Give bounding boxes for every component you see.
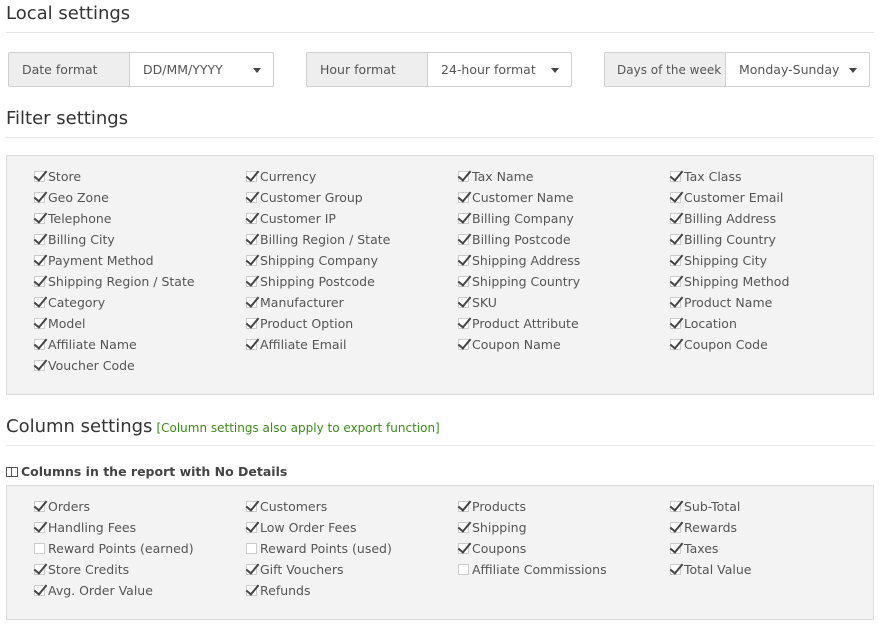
checkbox-label: Product Option xyxy=(260,316,354,331)
checkbox-checked-icon[interactable] xyxy=(246,339,257,350)
checkbox-label: Store Credits xyxy=(48,562,130,577)
local-settings-title: Local settings xyxy=(6,3,131,24)
hour-format-select[interactable] xyxy=(428,53,571,86)
checkbox-label: Customer Name xyxy=(472,190,574,205)
filter-checkbox-item[interactable] xyxy=(34,229,246,250)
columns-subheading xyxy=(6,464,287,479)
checkbox-checked-icon[interactable] xyxy=(246,585,257,596)
checkbox-checked-icon[interactable] xyxy=(34,585,45,596)
column-checkbox-item[interactable] xyxy=(670,559,879,580)
checkbox-checked-icon[interactable] xyxy=(34,171,45,182)
filter-checkbox-item[interactable] xyxy=(34,166,246,187)
checkbox-label: Product Attribute xyxy=(472,316,579,331)
filter-checkbox-item[interactable] xyxy=(458,187,670,208)
checkbox-checked-icon[interactable] xyxy=(670,339,681,350)
checkbox-checked-icon[interactable] xyxy=(458,255,469,266)
checkbox-label: SKU xyxy=(472,295,497,310)
column-checkbox-item[interactable] xyxy=(34,559,246,580)
checkbox-label: Shipping City xyxy=(684,253,768,268)
checkbox-checked-icon[interactable] xyxy=(670,564,681,575)
checkbox-checked-icon[interactable] xyxy=(670,234,681,245)
filter-checkbox-item[interactable] xyxy=(458,313,670,334)
chevron-down-icon xyxy=(551,68,559,73)
divider xyxy=(6,445,874,446)
checkbox-checked-icon[interactable] xyxy=(670,318,681,329)
filter-checkbox-item[interactable] xyxy=(458,334,670,355)
filter-checkbox-item[interactable] xyxy=(458,229,670,250)
column-settings-panel xyxy=(6,485,874,620)
checkbox-unchecked-icon[interactable] xyxy=(34,543,45,554)
checkbox-checked-icon[interactable] xyxy=(246,501,257,512)
column-checkbox-item[interactable] xyxy=(246,559,458,580)
checkbox-checked-icon[interactable] xyxy=(246,318,257,329)
checkbox-checked-icon[interactable] xyxy=(34,501,45,512)
days-of-week-group xyxy=(604,52,870,87)
filter-checkbox-item[interactable] xyxy=(670,334,879,355)
filter-checkbox-item[interactable] xyxy=(670,250,879,271)
date-format-label: Date format xyxy=(9,53,130,86)
column-settings-label: Column settings xyxy=(6,416,153,437)
column-checkbox-item[interactable] xyxy=(34,496,246,517)
checkbox-label: Avg. Order Value xyxy=(48,583,153,598)
filter-checkbox-item[interactable] xyxy=(34,334,246,355)
checkbox-unchecked-icon[interactable] xyxy=(458,564,469,575)
checkbox-label: Rewards xyxy=(684,520,738,535)
checkbox-checked-icon[interactable] xyxy=(458,234,469,245)
filter-checkbox-item[interactable] xyxy=(246,313,458,334)
chevron-down-icon xyxy=(253,68,261,73)
checkbox-label: Orders xyxy=(48,499,91,514)
columns-subheading-text: Columns in the report with No Details xyxy=(21,464,288,479)
date-format-group xyxy=(8,52,274,87)
columns-icon xyxy=(6,467,18,477)
filter-checkbox-item[interactable] xyxy=(670,271,879,292)
checkbox-checked-icon[interactable] xyxy=(34,318,45,329)
checkbox-checked-icon[interactable] xyxy=(670,276,681,287)
column-checkbox-item[interactable] xyxy=(246,538,458,559)
checkbox-checked-icon[interactable] xyxy=(34,213,45,224)
checkbox-label: Customer Group xyxy=(260,190,363,205)
filter-checkbox-item[interactable] xyxy=(34,313,246,334)
checkbox-label: Sub-Total xyxy=(684,499,741,514)
column-checkbox-item[interactable] xyxy=(458,496,670,517)
filter-checkbox-item[interactable] xyxy=(34,271,246,292)
checkbox-label: Affiliate Name xyxy=(48,337,137,352)
checkbox-checked-icon[interactable] xyxy=(246,213,257,224)
hour-format-value: 24-hour format xyxy=(441,62,536,77)
checkbox-checked-icon[interactable] xyxy=(246,522,257,533)
checkbox-label: Customer Email xyxy=(684,190,784,205)
checkbox-checked-icon[interactable] xyxy=(34,234,45,245)
column-checkbox-item[interactable] xyxy=(670,538,879,559)
checkbox-checked-icon[interactable] xyxy=(458,543,469,554)
checkbox-label: Shipping Region / State xyxy=(48,274,195,289)
checkbox-label: Taxes xyxy=(684,541,719,556)
checkbox-unchecked-icon[interactable] xyxy=(246,543,257,554)
checkbox-label: Shipping Method xyxy=(684,274,790,289)
checkbox-label: Location xyxy=(684,316,737,331)
filter-checkbox-item[interactable] xyxy=(670,229,879,250)
checkbox-label: Affiliate Commissions xyxy=(472,562,607,577)
checkbox-label: Voucher Code xyxy=(48,358,135,373)
checkbox-label: Customers xyxy=(260,499,328,514)
checkbox-label: Geo Zone xyxy=(48,190,109,205)
checkbox-label: Tax Class xyxy=(684,169,742,184)
checkbox-checked-icon[interactable] xyxy=(458,339,469,350)
filter-checkbox-item[interactable] xyxy=(246,334,458,355)
column-checkbox-item[interactable] xyxy=(458,559,670,580)
checkbox-label: Low Order Fees xyxy=(260,520,357,535)
checkbox-checked-icon[interactable] xyxy=(34,522,45,533)
checkbox-label: Billing Address xyxy=(684,211,777,226)
date-format-select[interactable] xyxy=(130,53,273,86)
days-of-week-select[interactable] xyxy=(726,53,869,86)
checkbox-label: Shipping Postcode xyxy=(260,274,375,289)
column-checkbox-item[interactable] xyxy=(670,496,879,517)
column-settings-title xyxy=(6,416,440,437)
checkbox-checked-icon[interactable] xyxy=(458,522,469,533)
columns-checkbox-grid xyxy=(34,496,879,601)
checkbox-checked-icon[interactable] xyxy=(246,564,257,575)
hour-format-group xyxy=(306,52,572,87)
checkbox-checked-icon[interactable] xyxy=(34,297,45,308)
chevron-down-icon xyxy=(849,68,857,73)
checkbox-checked-icon[interactable] xyxy=(458,192,469,203)
filter-checkbox-grid xyxy=(34,166,879,376)
checkbox-label: Refunds xyxy=(260,583,311,598)
filter-checkbox-item[interactable] xyxy=(670,292,879,313)
column-checkbox-item[interactable] xyxy=(458,538,670,559)
checkbox-checked-icon[interactable] xyxy=(34,276,45,287)
checkbox-label: Gift Vouchers xyxy=(260,562,344,577)
checkbox-checked-icon[interactable] xyxy=(670,255,681,266)
filter-checkbox-item[interactable] xyxy=(34,208,246,229)
checkbox-label: Currency xyxy=(260,169,317,184)
filter-checkbox-item[interactable] xyxy=(246,271,458,292)
checkbox-label: Tax Name xyxy=(472,169,534,184)
checkbox-label: Billing Country xyxy=(684,232,776,247)
checkbox-label: Product Name xyxy=(684,295,773,310)
checkbox-label: Customer IP xyxy=(260,211,336,226)
checkbox-label: Shipping Company xyxy=(260,253,378,268)
column-checkbox-item[interactable] xyxy=(34,517,246,538)
date-format-value: DD/MM/YYYY xyxy=(143,62,223,77)
divider xyxy=(6,32,874,33)
filter-checkbox-item[interactable] xyxy=(246,166,458,187)
checkbox-checked-icon[interactable] xyxy=(458,501,469,512)
checkbox-label: Billing Region / State xyxy=(260,232,391,247)
checkbox-checked-icon[interactable] xyxy=(458,276,469,287)
filter-checkbox-item[interactable] xyxy=(34,292,246,313)
hour-format-label: Hour format xyxy=(307,53,428,86)
column-checkbox-item[interactable] xyxy=(246,517,458,538)
column-settings-note: [Column settings also apply to export function] xyxy=(156,421,440,435)
checkbox-checked-icon[interactable] xyxy=(670,297,681,308)
checkbox-checked-icon[interactable] xyxy=(34,564,45,575)
filter-checkbox-item[interactable] xyxy=(670,313,879,334)
checkbox-label: Billing Company xyxy=(472,211,574,226)
checkbox-checked-icon[interactable] xyxy=(670,501,681,512)
checkbox-label: Store xyxy=(48,169,82,184)
checkbox-label: Category xyxy=(48,295,106,310)
filter-checkbox-item[interactable] xyxy=(458,292,670,313)
checkbox-label: Shipping Country xyxy=(472,274,581,289)
filter-settings-panel xyxy=(6,155,874,395)
filter-checkbox-item[interactable] xyxy=(670,187,879,208)
checkbox-checked-icon[interactable] xyxy=(246,192,257,203)
checkbox-label: Coupon Code xyxy=(684,337,768,352)
checkbox-checked-icon[interactable] xyxy=(458,171,469,182)
checkbox-label: Telephone xyxy=(48,211,112,226)
divider xyxy=(6,137,874,138)
filter-checkbox-item[interactable] xyxy=(246,292,458,313)
filter-checkbox-item[interactable] xyxy=(458,208,670,229)
column-checkbox-item[interactable] xyxy=(34,580,246,601)
checkbox-checked-icon[interactable] xyxy=(670,171,681,182)
checkbox-label: Billing Postcode xyxy=(472,232,571,247)
filter-checkbox-item[interactable] xyxy=(246,250,458,271)
checkbox-label: Model xyxy=(48,316,86,331)
checkbox-checked-icon[interactable] xyxy=(670,522,681,533)
filter-checkbox-item[interactable] xyxy=(458,250,670,271)
filter-checkbox-item[interactable] xyxy=(34,355,246,376)
checkbox-checked-icon[interactable] xyxy=(34,339,45,350)
checkbox-checked-icon[interactable] xyxy=(34,192,45,203)
checkbox-checked-icon[interactable] xyxy=(246,171,257,182)
filter-checkbox-item[interactable] xyxy=(34,250,246,271)
filter-checkbox-item[interactable] xyxy=(458,166,670,187)
checkbox-checked-icon[interactable] xyxy=(458,213,469,224)
checkbox-label: Coupon Name xyxy=(472,337,561,352)
checkbox-label: Coupons xyxy=(472,541,527,556)
checkbox-checked-icon[interactable] xyxy=(670,543,681,554)
checkbox-checked-icon[interactable] xyxy=(246,297,257,308)
filter-checkbox-item[interactable] xyxy=(670,208,879,229)
checkbox-label: Affiliate Email xyxy=(260,337,347,352)
checkbox-label: Manufacturer xyxy=(260,295,344,310)
checkbox-checked-icon[interactable] xyxy=(246,234,257,245)
checkbox-checked-icon[interactable] xyxy=(458,297,469,308)
checkbox-label: Total Value xyxy=(684,562,752,577)
column-checkbox-item[interactable] xyxy=(34,538,246,559)
days-of-week-label: Days of the week xyxy=(605,53,726,86)
checkbox-checked-icon[interactable] xyxy=(670,192,681,203)
filter-checkbox-item[interactable] xyxy=(34,187,246,208)
filter-settings-title: Filter settings xyxy=(6,108,129,129)
column-checkbox-item[interactable] xyxy=(458,517,670,538)
checkbox-checked-icon[interactable] xyxy=(246,276,257,287)
column-checkbox-item[interactable] xyxy=(246,580,458,601)
checkbox-label: Handling Fees xyxy=(48,520,137,535)
checkbox-checked-icon[interactable] xyxy=(34,255,45,266)
checkbox-label: Shipping Address xyxy=(472,253,581,268)
checkbox-checked-icon[interactable] xyxy=(670,213,681,224)
filter-checkbox-item[interactable] xyxy=(458,271,670,292)
days-of-week-value: Monday-Sunday xyxy=(739,62,840,77)
checkbox-label: Products xyxy=(472,499,526,514)
filter-checkbox-item[interactable] xyxy=(246,229,458,250)
filter-checkbox-item[interactable] xyxy=(246,208,458,229)
checkbox-label: Billing City xyxy=(48,232,115,247)
filter-checkbox-item[interactable] xyxy=(670,166,879,187)
checkbox-label: Reward Points (earned) xyxy=(48,541,194,556)
column-checkbox-item[interactable] xyxy=(246,496,458,517)
checkbox-label: Shipping xyxy=(472,520,527,535)
column-checkbox-item[interactable] xyxy=(670,517,879,538)
checkbox-checked-icon[interactable] xyxy=(458,318,469,329)
checkbox-label: Reward Points (used) xyxy=(260,541,392,556)
checkbox-checked-icon[interactable] xyxy=(34,360,45,371)
filter-checkbox-item[interactable] xyxy=(246,187,458,208)
checkbox-label: Payment Method xyxy=(48,253,154,268)
checkbox-checked-icon[interactable] xyxy=(246,255,257,266)
